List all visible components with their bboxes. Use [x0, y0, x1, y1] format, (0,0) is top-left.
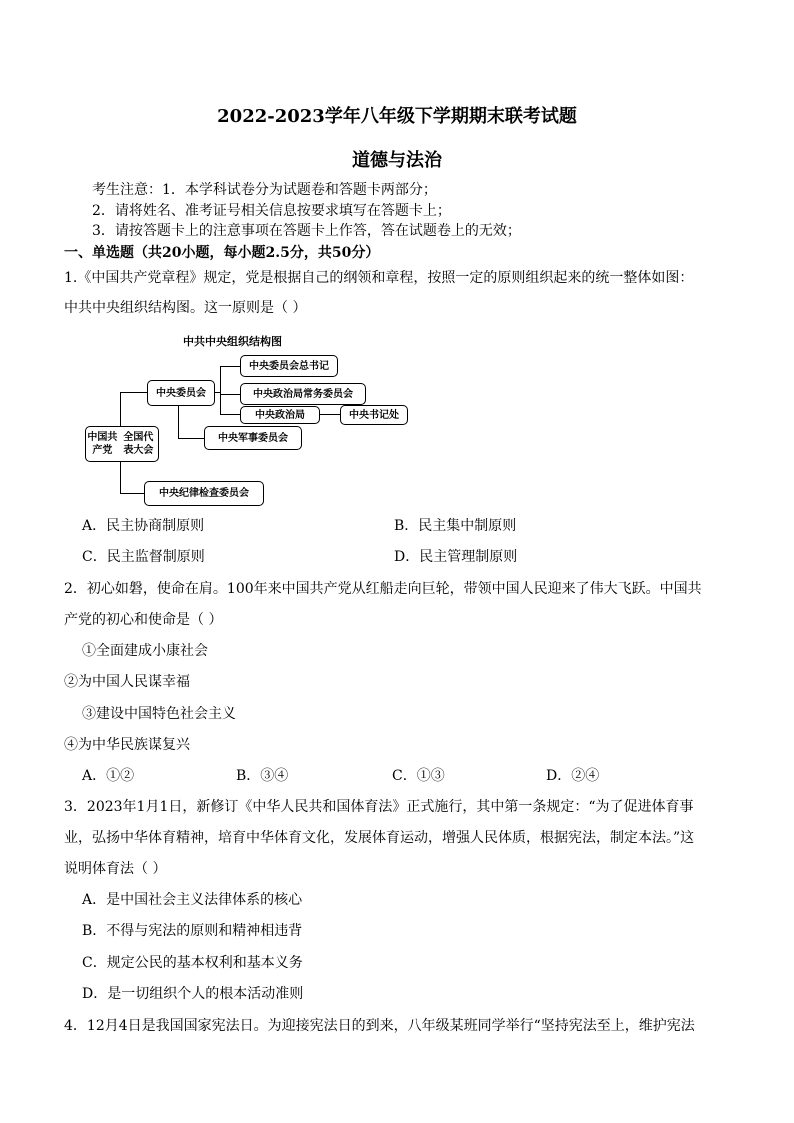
q3-option-a: A．是中国社会主义法律体系的核心: [82, 892, 303, 908]
connector: [220, 394, 240, 395]
section-heading: 一、单选题（共20小题，每小题2.5分，共50分）: [64, 245, 380, 261]
q2-stem-line-2: 产党的初心和使命是（ ）: [64, 612, 223, 628]
q1-option-d: D．民主管理制原则: [394, 549, 518, 565]
q1-option-c: C．民主监督制原则: [82, 549, 205, 565]
box-general-secretary: 中央委员会总书记: [240, 355, 338, 377]
notice-line-2: 2．请将姓名、准考证号相关信息按要求填写在答题卡上；: [92, 203, 451, 219]
box-standing-committee: 中央政治局常务委员会: [240, 383, 366, 405]
q1-stem-line-2: 中共中央组织结构图。这一原则是（ ）: [64, 300, 307, 316]
box-politburo: 中央政治局: [240, 406, 320, 424]
connector: [120, 493, 144, 494]
connector: [320, 414, 340, 415]
notice-line-1: 考生注意：1．本学科试卷分为试题卷和答题卡两部分；: [92, 182, 437, 198]
q1-option-b: B．民主集中制原则: [394, 518, 517, 534]
connector: [178, 438, 204, 439]
q2-stem-line-1: 2．初心如磐，使命在肩。100年来中国共产党从红船走向巨轮，带领中国人民迎来了伟大飞跃。中国共: [64, 581, 702, 597]
connector: [120, 392, 121, 426]
q2-item-3: ③建设中国特色社会主义: [82, 706, 236, 722]
connector: [215, 392, 221, 393]
connector: [178, 406, 179, 438]
q2-option-d: D．②④: [546, 768, 600, 784]
notice-line-3: 3．请按答题卡上的注意事项在答题卡上作答，答在试题卷上的无效；: [92, 223, 521, 239]
connector: [120, 461, 121, 493]
q1-stem-line-1: 1.《中国共产党章程》规定，党是根据自己的纲领和章程，按照一定的原则组织起来的统一整体如图：: [64, 270, 694, 286]
exam-title: 2022-2023学年八年级下学期期末联考试题: [217, 106, 577, 127]
q3-option-c: C．规定公民的基本权利和基本义务: [82, 955, 303, 971]
connector: [120, 392, 148, 393]
connector: [220, 414, 240, 415]
q4-stem-line-1: 4．12月4日是我国国家宪法日。为迎接宪法日的到来，八年级某班同学举行“坚持宪法至上，维护宪法: [64, 1018, 695, 1034]
q3-stem-line-3: 说明体育法（ ）: [64, 861, 167, 877]
q2-option-b: B．③④: [236, 768, 289, 784]
q3-stem-line-1: 3．2023年1月1日，新修订《中华人民共和国体育法》正式施行，其中第一条规定：“为了促进体育事: [64, 799, 694, 815]
q2-option-c: C．①③: [392, 768, 445, 784]
connector: [220, 366, 221, 414]
box-discipline-commission: 中央纪律检查委员会: [144, 481, 264, 506]
box-central-committee: 中央委员会: [147, 380, 215, 406]
q3-option-d: D．是一切组织个人的根本活动准则: [82, 986, 304, 1002]
q2-item-4: ④为中华民族谋复兴: [64, 737, 190, 753]
q3-stem-line-2: 业，弘扬中华体育精神，培育中华体育文化，发展体育运动，增强人民体质，根据宪法，制定本法。”这: [64, 830, 695, 846]
connector: [220, 366, 240, 367]
subject-title: 道德与法治: [352, 150, 442, 171]
q2-item-2: ②为中国人民谋幸福: [64, 674, 190, 690]
q3-option-b: B．不得与宪法的原则和精神相违背: [82, 923, 303, 939]
box-military-commission: 中央军事委员会: [204, 426, 302, 450]
diagram-title: 中共中央组织结构图: [183, 335, 282, 348]
q1-option-a: A．民主协商制原则: [82, 518, 205, 534]
box-secretariat: 中央书记处: [340, 405, 408, 425]
box-congress: 中国共产党 全国代表大会: [85, 426, 159, 462]
q2-option-a: A．①②: [82, 768, 135, 784]
q2-item-1: ①全面建成小康社会: [82, 643, 208, 659]
